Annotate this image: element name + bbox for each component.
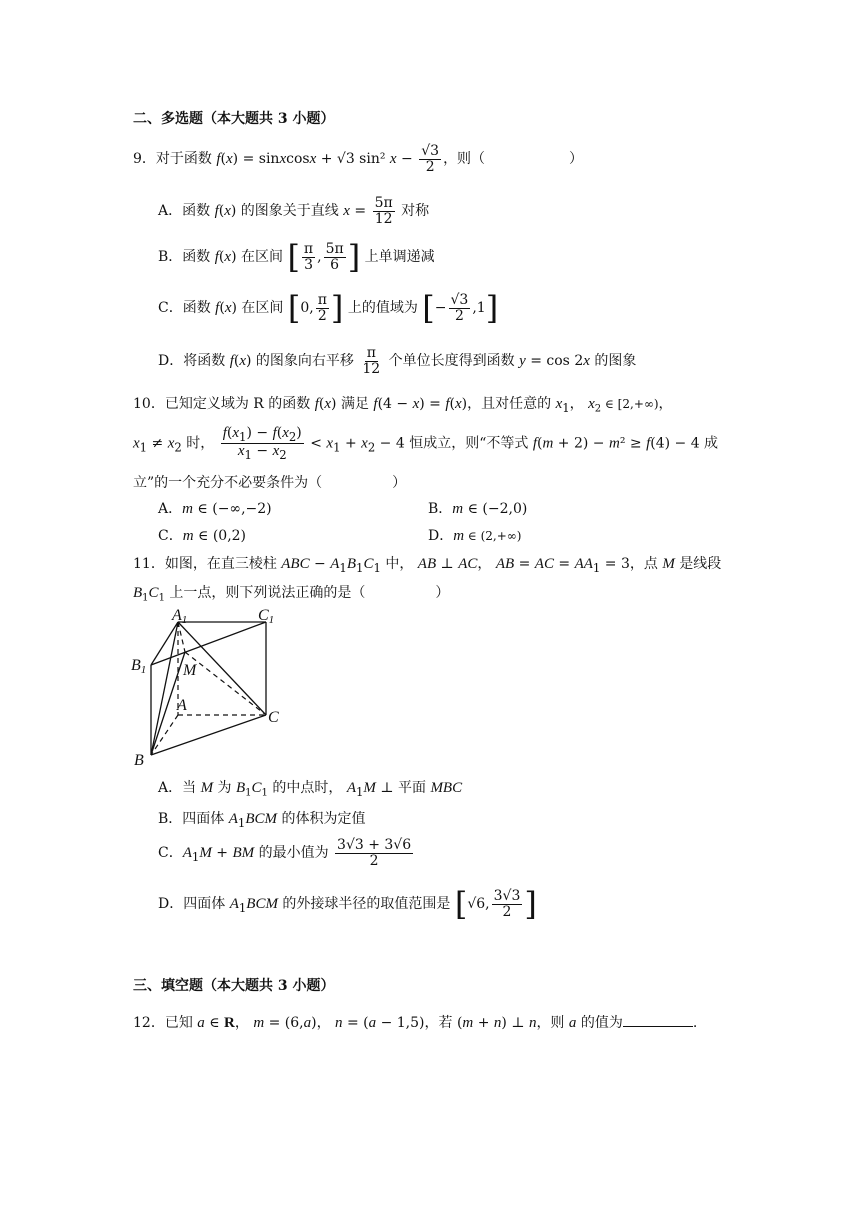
question-11-option-c: C．$A_1M$ + BM 的最小值为 $\frac{3√3 + 3√6}{2}$ (158, 837, 412, 869)
question-10-option-c: C．m ∈ (0,2) (158, 528, 247, 544)
question-10-line-3: 立”的一个充分不必要条件为（ ） (133, 475, 407, 491)
question-10-option-a: A．m ∈ (−∞,−2) (158, 501, 272, 517)
question-9-option-b: B．函数 f(x) 在区间 [ $\frac{\pi}{3}$ , $\frac{5\pi}{6}$ ] 上单调递减 (158, 238, 435, 276)
section-heading-multiple-choice: 二、多选题（本大题共 3 小题） (133, 111, 335, 127)
question-11-option-b: B．四面体 $A_1BCM$ 的体积为定值 (158, 811, 366, 830)
label-c1: C1 (258, 607, 275, 626)
label-a1: A1 (172, 607, 188, 626)
label-c: C (268, 709, 279, 726)
label-b: B (134, 752, 144, 769)
section-heading-fill-in: 三、填空题（本大题共 3 小题） (133, 978, 335, 994)
question-11-line-2: $B_1C_1$ 上一点，则下列说法正确的是（ ） (133, 585, 450, 604)
question-11-option-d: D．四面体 $A_1BCM$ 的外接球半径的取值范围是 [√6, $\frac{3√3}{2}$ ] (158, 885, 537, 923)
question-11-line-1: 11．如图，在直三棱柱 ABC − $A_1B_1C_1$ 中， AB ⊥ AC， AB = AC = $AA_1 = 3$，点 M 是线段 (133, 556, 722, 575)
question-10-line-2: $x_1 \ne x_2$ 时， $\frac{f(x_1) - f(x_2)}{x_1 - x_2}$ < $x_1 + x_2 - 4$ 恒成立，则“不等式 f(m + 2) − m² ≥ f(4) − 4 成 (133, 425, 719, 462)
question-10-line-1: 10．已知定义域为 R 的函数 f(x) 满足 f(4 − x) = f(x)，且对任意的 $x_1$， $x_2$ ∈ [2,+∞)， (133, 396, 673, 415)
question-9-option-c: C．函数 f(x) 在区间 [0, $\frac{\pi}{2}$ ] 上的值域为 [− $\frac{√3}{2}$ ,1] (158, 289, 499, 327)
prism-figure (125, 605, 295, 770)
question-9-option-d: D．将函数 f(x) 的图象向右平移 $\frac{\pi}{12}$ 个单位长度得到函数 y = cos 2x 的图象 (158, 345, 637, 377)
label-a: A (177, 697, 187, 714)
question-9-option-a: A．函数 f(x) 的图象关于直线 x = $\frac{5\pi}{12}$ 对称 (158, 195, 430, 227)
answer-blank[interactable] (623, 1012, 693, 1027)
edge-b-c (151, 715, 266, 755)
question-10-option-b: B．m ∈ (−2,0) (428, 501, 528, 517)
question-9-stem: 9．对于函数 f(x) = sinxcosx + √3 sin² x − $\frac{√3}{2}$ ，则（ ） (133, 143, 584, 175)
question-11-option-a: A．当 M 为 $B_1C_1$ 的中点时， $A_1M$ ⊥ 平面 MBC (158, 780, 463, 799)
label-b1: B1 (131, 657, 147, 676)
edge-b1-c1 (151, 622, 266, 665)
segment-m-c-hidden (185, 652, 266, 715)
label-m: M (183, 662, 197, 679)
question-10-option-d: D．m ∈ (2,+∞) (428, 528, 522, 544)
segment-a1-b (151, 622, 178, 755)
question-12-stem: 12．已知 a ∈ R， m = (6,a)， n = (a − 1,5)，若 (m + n) ⊥ n，则 a 的值为 . (133, 1012, 697, 1032)
